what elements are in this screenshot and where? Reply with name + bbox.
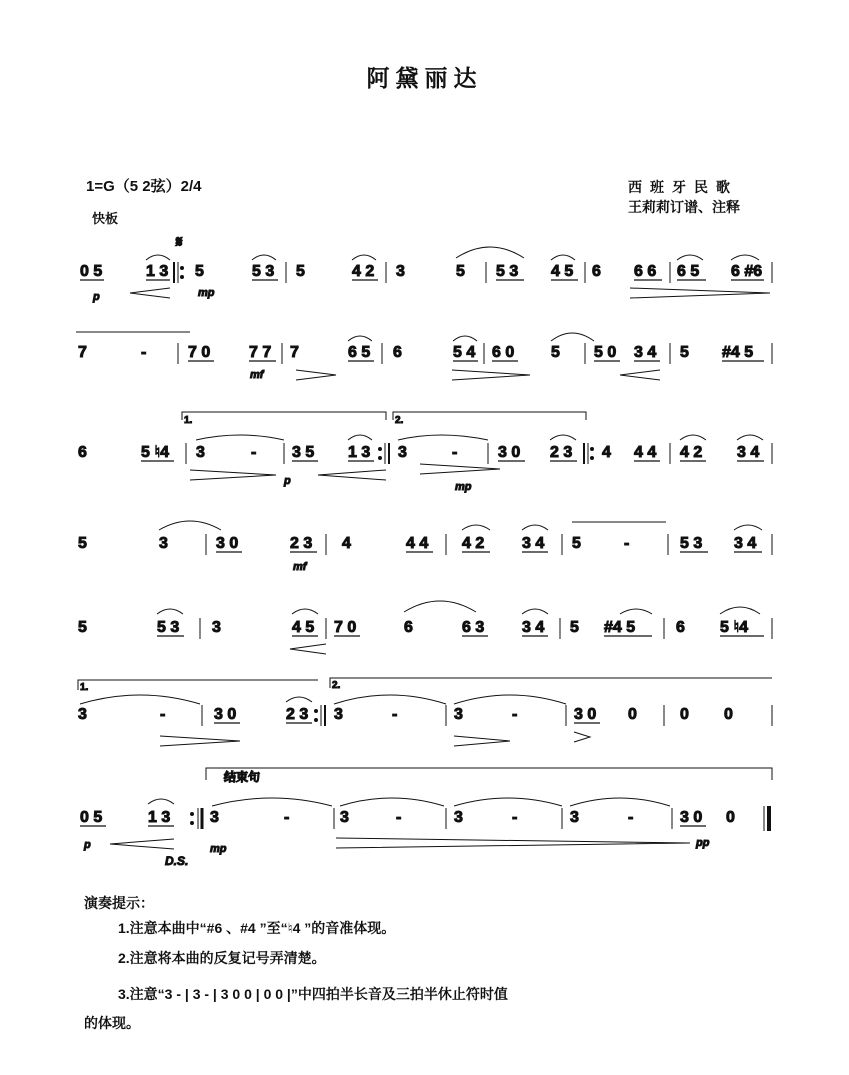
- score-note: 7 0: [188, 344, 211, 361]
- score-note: 3 0: [680, 809, 703, 826]
- score-note: 3 4: [634, 344, 657, 361]
- tips-heading: 演奏提示：: [84, 895, 154, 911]
- score-note: 4: [342, 535, 351, 552]
- score-note: 2 3: [286, 706, 309, 723]
- score-note: 5: [570, 619, 579, 636]
- tip-1: 1.注意本曲中“#6 、#4 ”至“♮4 ”的音准体现。: [118, 920, 396, 936]
- key-signature: 1=G（5 2弦）2/4: [86, 178, 202, 195]
- dynamic-mark: mp: [198, 287, 215, 299]
- score-row-7: [80, 768, 772, 868]
- score-note: 3: [340, 809, 349, 826]
- score-note: 4 5: [292, 619, 315, 636]
- score-note: 5: [680, 344, 689, 361]
- score-note: 1 3: [148, 809, 171, 826]
- score-note: 3: [334, 706, 343, 723]
- score-note: 4 4: [406, 535, 429, 552]
- score-note: 5 3: [252, 263, 275, 280]
- dynamic-mark: p: [284, 475, 291, 487]
- volta-label: 1.: [184, 415, 193, 426]
- score-note: 3: [396, 263, 405, 280]
- tip-3: 3.注意“3 - | 3 - | 3 0 0 | 0 0 |”中四拍半长音及三拍半休止符时值: [118, 986, 508, 1002]
- score-note: 0: [724, 706, 733, 723]
- score-note: 5 3: [680, 535, 703, 552]
- score-note: -: [628, 809, 634, 826]
- ending-phrase-label: 结束句: [224, 770, 261, 784]
- score-note: 0: [726, 809, 735, 826]
- score-note: 5 3: [496, 263, 519, 280]
- score-row-6: [78, 678, 772, 746]
- score-note: 0: [628, 706, 637, 723]
- score-note: 5 ♮4: [720, 619, 748, 636]
- score-row-3: [78, 412, 772, 493]
- dynamic-mark: p: [93, 291, 100, 303]
- score-note: 5: [551, 344, 560, 361]
- score-note: 4 2: [462, 535, 485, 552]
- dynamic-mark: mp: [210, 843, 227, 855]
- score-note: #4 5: [604, 619, 636, 636]
- dynamic-mark: mp: [455, 481, 472, 493]
- score-note: 5: [572, 535, 581, 552]
- score-note: -: [160, 706, 166, 723]
- score-note: 6 6: [634, 263, 657, 280]
- score-note: 5 ♮4: [141, 444, 169, 461]
- volta-label: 2.: [332, 680, 341, 691]
- score-note: 4 2: [680, 444, 703, 461]
- score-note: 6: [592, 263, 601, 280]
- tip-2: 2.注意将本曲的反复记号弄清楚。: [118, 950, 326, 966]
- score-note: #4 5: [722, 344, 754, 361]
- score-note: 5: [78, 619, 87, 636]
- score-note: -: [624, 535, 630, 552]
- score-note: 7: [78, 344, 87, 361]
- score-note: 0 5: [80, 263, 103, 280]
- score-note: 3: [454, 809, 463, 826]
- score-note: -: [141, 344, 147, 361]
- score-note: 6 #6: [731, 263, 763, 280]
- score-note: 3: [398, 444, 407, 461]
- dynamic-mark: mf: [250, 369, 264, 381]
- credit-editor: 王莉莉订谱、注释: [628, 199, 740, 215]
- score-note: 7 0: [334, 619, 357, 636]
- score-note: 3 4: [737, 444, 760, 461]
- score-note: -: [452, 444, 458, 461]
- score-row-4: [78, 521, 772, 573]
- score-note: 6: [404, 619, 413, 636]
- volta-label: 1.: [80, 682, 89, 693]
- score-note: 3 5: [292, 444, 315, 461]
- score-note: 2 3: [290, 535, 313, 552]
- score-note: 6 5: [348, 344, 371, 361]
- score-note: 7: [290, 344, 299, 361]
- score-note: -: [251, 444, 257, 461]
- score-row-2: [76, 332, 772, 381]
- score-note: 5: [296, 263, 305, 280]
- score-note: 3 4: [522, 619, 545, 636]
- score-note: 5 0: [594, 344, 617, 361]
- score-note: 3 0: [574, 706, 597, 723]
- score-note: 6 5: [677, 263, 700, 280]
- score-note: 5: [78, 535, 87, 552]
- score-note: 5: [456, 263, 465, 280]
- score-note: 5: [195, 263, 204, 280]
- score-note: 6: [393, 344, 402, 361]
- score-note: 6 3: [462, 619, 485, 636]
- score-note: 2 3: [550, 444, 573, 461]
- score-note: -: [284, 809, 290, 826]
- score-note: 3: [210, 809, 219, 826]
- score-note: 5 3: [157, 619, 180, 636]
- score-note: 6 0: [492, 344, 515, 361]
- score-note: 3 4: [734, 535, 757, 552]
- score-note: 1 3: [146, 263, 169, 280]
- score-note: 6: [78, 444, 87, 461]
- score-note: 3 0: [498, 444, 521, 461]
- score-note: 5 4: [453, 344, 476, 361]
- score-note: 3: [454, 706, 463, 723]
- score-note: 1 3: [348, 444, 371, 461]
- score-row-1: [80, 234, 772, 303]
- score-note: -: [512, 809, 518, 826]
- score-note: 3: [212, 619, 221, 636]
- score-note: 3 4: [522, 535, 545, 552]
- score-note: 3: [159, 535, 168, 552]
- score-row-5: [78, 601, 772, 654]
- score-note: 0 5: [80, 809, 103, 826]
- score-note: 7 7: [249, 344, 272, 361]
- score-note: 0: [680, 706, 689, 723]
- score-note: 3: [196, 444, 205, 461]
- tempo-marking: 快板: [92, 211, 119, 226]
- score-note: 4 4: [634, 444, 657, 461]
- dynamic-mark: p: [84, 839, 91, 851]
- score-note: -: [396, 809, 402, 826]
- score-note: 3 0: [214, 706, 237, 723]
- tip-3-continued: 的体现。: [84, 1015, 140, 1031]
- segno-mark: 𝄋: [176, 234, 183, 251]
- score-note: 4 5: [551, 263, 574, 280]
- ds-mark: D.S.: [165, 854, 189, 868]
- score-note: 6: [676, 619, 685, 636]
- dynamic-mark: mf: [293, 561, 307, 573]
- dynamic-mark: pp: [696, 837, 710, 849]
- score-note: -: [512, 706, 518, 723]
- score-note: 3: [78, 706, 87, 723]
- score-note: 3: [570, 809, 579, 826]
- score-note: 4 2: [352, 263, 375, 280]
- score-note: -: [392, 706, 398, 723]
- volta-label: 2.: [395, 415, 404, 426]
- score-note: 4: [602, 444, 611, 461]
- credit-origin: 西班牙民歌: [628, 179, 738, 195]
- page-title: 阿黛丽达: [366, 65, 483, 91]
- score-note: 3 0: [216, 535, 239, 552]
